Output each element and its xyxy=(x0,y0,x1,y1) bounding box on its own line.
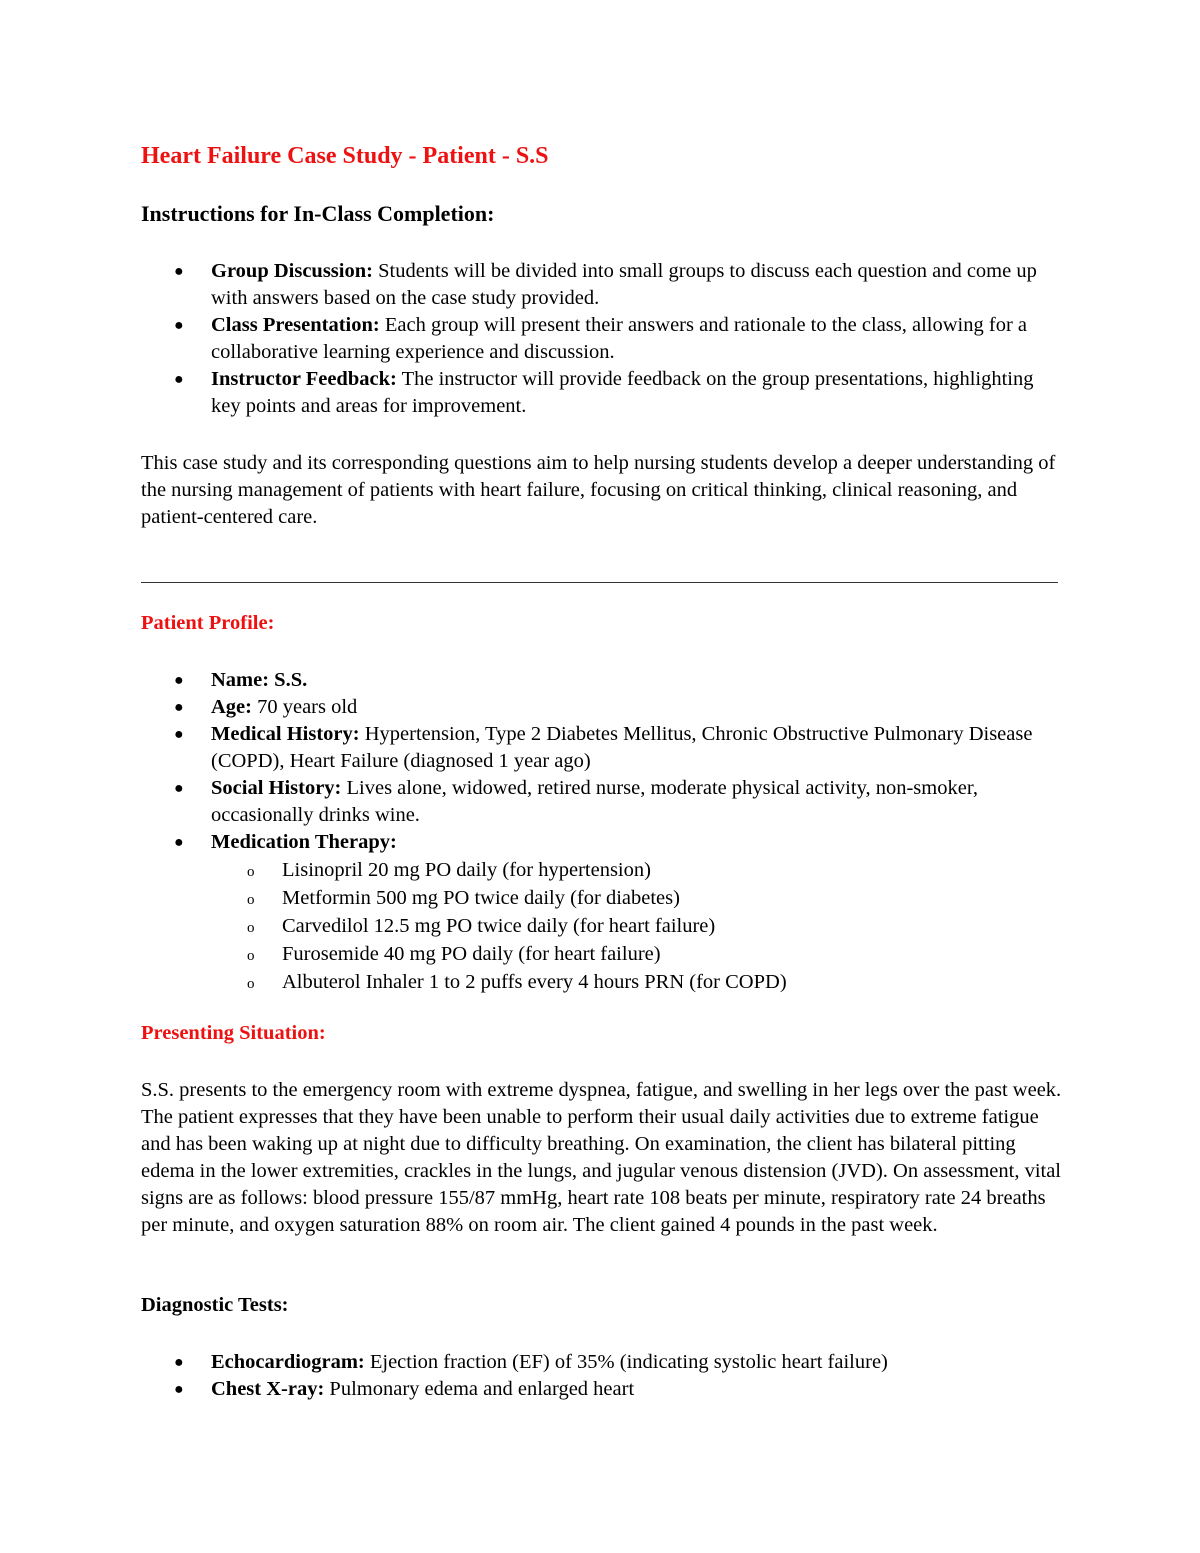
bullet-icon: ● xyxy=(174,1381,184,1398)
medication-item xyxy=(211,968,1066,996)
medication-item xyxy=(211,940,1066,968)
document-title: Heart Failure Case Study - Patient - S.S xyxy=(141,143,549,169)
list-item xyxy=(141,667,1066,694)
bullet-icon: ● xyxy=(174,834,184,851)
list-item xyxy=(141,775,1066,829)
item-text: The instructor will provide feedback on the group presentations, highlighting key points and areas for improvement. xyxy=(211,368,1034,417)
presenting-situation-heading: Presenting Situation: xyxy=(141,1022,326,1044)
bullet-icon: ● xyxy=(174,726,184,743)
bullet-icon: ● xyxy=(174,263,184,280)
item-text: Pulmonary edema and enlarged heart xyxy=(324,1378,635,1400)
item-label: Social History: xyxy=(211,777,342,799)
list-item xyxy=(141,829,1066,996)
medication-item xyxy=(211,884,1066,912)
patient-profile-list xyxy=(141,667,1066,996)
item-text: Each group will present their answers and rationale to the class, allowing for a collaborative learning experience and discussion. xyxy=(211,314,1028,363)
item-label: Medication Therapy: xyxy=(211,831,397,853)
bullet-icon: ● xyxy=(174,672,184,689)
item-text: 70 years old xyxy=(251,696,358,718)
medication-text: Carvedilol 12.5 mg PO twice daily (for heart failure) xyxy=(282,915,716,937)
medication-text: Furosemide 40 mg PO daily (for heart failure) xyxy=(282,943,661,965)
bullet-icon: ● xyxy=(174,371,184,388)
intro-paragraph: This case study and its corresponding questions aim to help nursing students develop a deeper understanding of the nursing management of patients with heart failure, focusing on critical thinking, clinical reasoning, and patient-centered care. xyxy=(141,452,1056,528)
item-label: Chest X-ray: xyxy=(211,1378,325,1400)
medication-item xyxy=(211,912,1066,940)
bullet-icon: ● xyxy=(174,780,184,797)
medication-item xyxy=(211,856,1066,884)
instructions-list xyxy=(141,258,1066,420)
bullet-icon: ● xyxy=(174,699,184,716)
list-item xyxy=(141,694,1066,721)
diagnostic-tests-list xyxy=(141,1349,1066,1403)
list-item xyxy=(141,1349,1066,1376)
circle-bullet-icon: o xyxy=(247,864,255,880)
item-text: Hypertension, Type 2 Diabetes Mellitus, Chronic Obstructive Pulmonary Disease (COPD), Heart Failure (diagnosed 1 year ago) xyxy=(211,723,1033,772)
item-label: Age: xyxy=(211,696,252,718)
circle-bullet-icon: o xyxy=(247,920,255,936)
circle-bullet-icon: o xyxy=(247,976,255,992)
diagnostic-tests-heading: Diagnostic Tests: xyxy=(141,1294,289,1316)
list-item xyxy=(141,1376,1066,1403)
patient-profile-heading: Patient Profile: xyxy=(141,612,275,634)
list-item xyxy=(141,366,1066,420)
list-item xyxy=(141,312,1066,366)
item-label: Echocardiogram: xyxy=(211,1351,365,1373)
item-text: Students will be divided into small groups to discuss each question and come up with answers based on the case study provided. xyxy=(211,260,1037,309)
bullet-icon: ● xyxy=(174,1354,184,1371)
circle-bullet-icon: o xyxy=(247,892,255,908)
medication-text: Lisinopril 20 mg PO daily (for hypertension) xyxy=(282,859,651,881)
medication-text: Albuterol Inhaler 1 to 2 puffs every 4 hours PRN (for COPD) xyxy=(282,971,787,993)
item-label: Medical History: xyxy=(211,723,360,745)
horizontal-divider xyxy=(141,582,1058,583)
item-label: Instructor Feedback: xyxy=(211,368,397,390)
list-item xyxy=(141,258,1066,312)
medication-list xyxy=(211,856,1066,996)
circle-bullet-icon: o xyxy=(247,948,255,964)
item-label: Class Presentation: xyxy=(211,314,380,336)
list-item xyxy=(141,721,1066,775)
instructions-heading: Instructions for In-Class Completion: xyxy=(141,201,495,226)
medication-text: Metformin 500 mg PO twice daily (for diabetes) xyxy=(282,887,680,909)
bullet-icon: ● xyxy=(174,317,184,334)
item-label: Group Discussion: xyxy=(211,260,373,282)
item-text: Ejection fraction (EF) of 35% (indicating systolic heart failure) xyxy=(364,1351,888,1373)
presenting-situation-text: S.S. presents to the emergency room with extreme dyspnea, fatigue, and swelling in her legs over the past week. The patient expresses that they have been unable to perform their usual daily activities due to extreme fatigue and has been waking up at night due to difficulty breathing. On examination, the client has bilateral pitting edema in the lower extremities, crackles in the lungs, and jugular venous distension (JVD). On assessment, vital signs are as follows: blood pressure 155/87 mmHg, heart rate 108 beats per minute, respiratory rate 24 breaths per minute, and oxygen saturation 88% on room air. The client gained 4 pounds in the past week. xyxy=(141,1079,1062,1236)
item-text: Lives alone, widowed, retired nurse, moderate physical activity, non-smoker, occasionally drinks wine. xyxy=(211,777,978,826)
item-label: Name: S.S. xyxy=(211,669,308,691)
